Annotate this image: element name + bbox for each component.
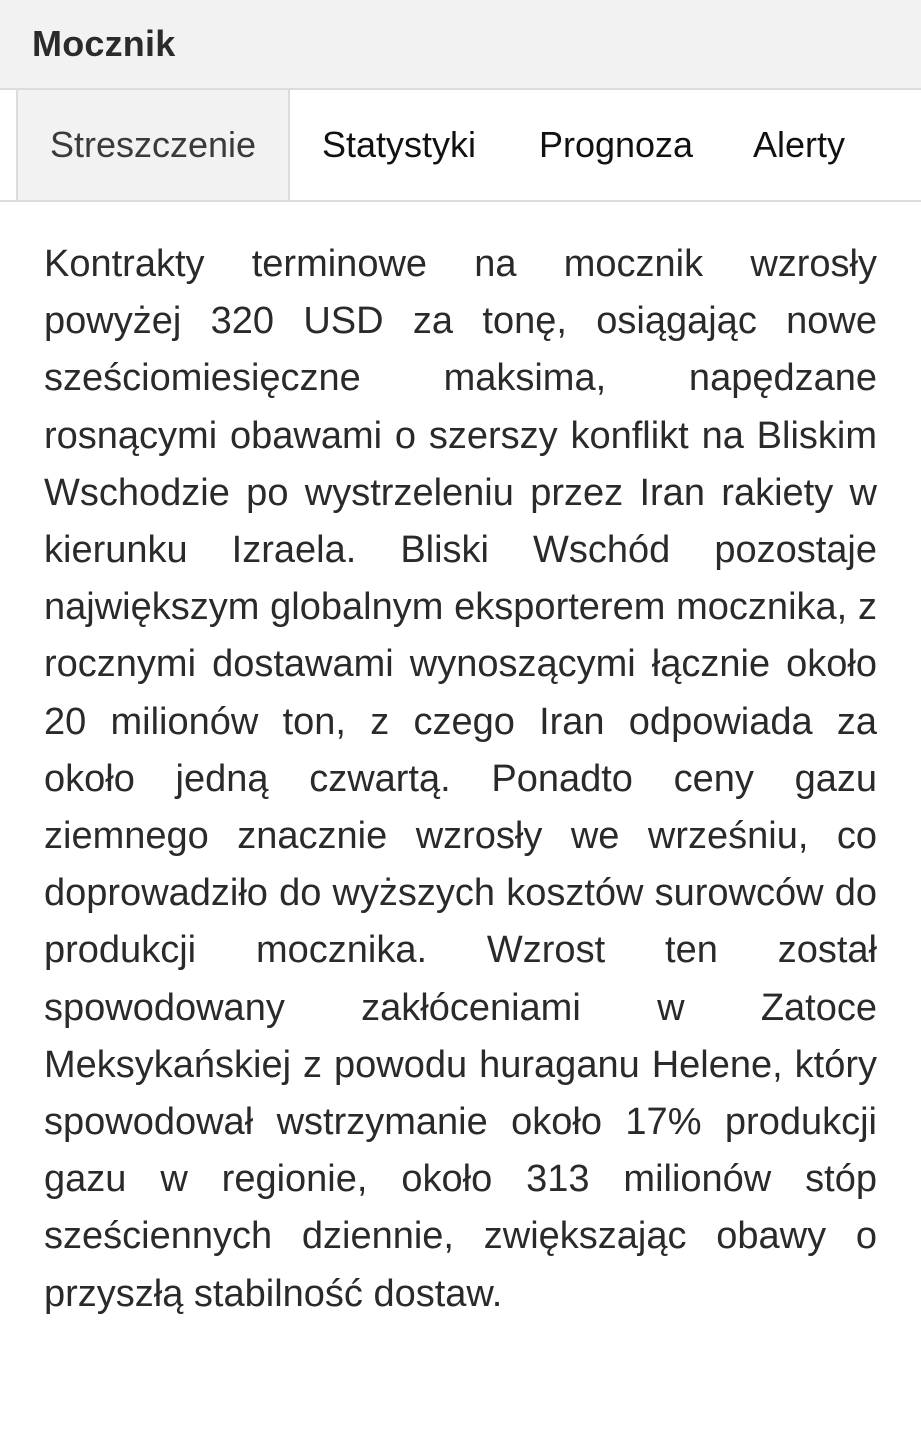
summary-content xyxy=(0,202,921,1323)
tab-streszczenie[interactable]: Streszczenie xyxy=(18,90,290,200)
tab-bar-gutter xyxy=(0,90,18,200)
app-header xyxy=(0,0,921,90)
summary-text: Kontrakty terminowe na mocznik wzrosły powyżej 320 USD za tonę, osiągając nowe sześciomiesięczne maksima, napędzane rosnącymi obawami o szerszy konflikt na Bliskim Wschodzie po wystrzeleniu przez Iran rakiety w kierunku Izraela. Bliski Wschód pozostaje największym globalnym eksporterem mocznika, z rocznymi dostawami wynoszącymi łącznie około 20 milionów ton, z czego Iran odpowiada za około jedną czwartą. Ponadto ceny gazu ziemnego znacznie wzrosły we wrześniu, co doprowadziło do wyższych kosztów surowców do produkcji mocznika. Wzrost ten został spowodowany zakłóceniami w Zatoce Meksykańskiej z powodu huraganu Helene, który spowodował wstrzymanie około 17% produkcji gazu w regionie, około 313 milionów stóp sześciennych dziennie, zwiększając obawy o przyszłą stabilność dostaw. xyxy=(44,243,877,1315)
tab-alerty[interactable]: Alerty xyxy=(752,124,846,165)
page-title: Mocznik xyxy=(32,23,176,64)
tab-statystyki[interactable]: Statystyki xyxy=(321,124,477,165)
tab-bar xyxy=(0,90,921,202)
tab-prognoza[interactable]: Prognoza xyxy=(538,124,694,165)
